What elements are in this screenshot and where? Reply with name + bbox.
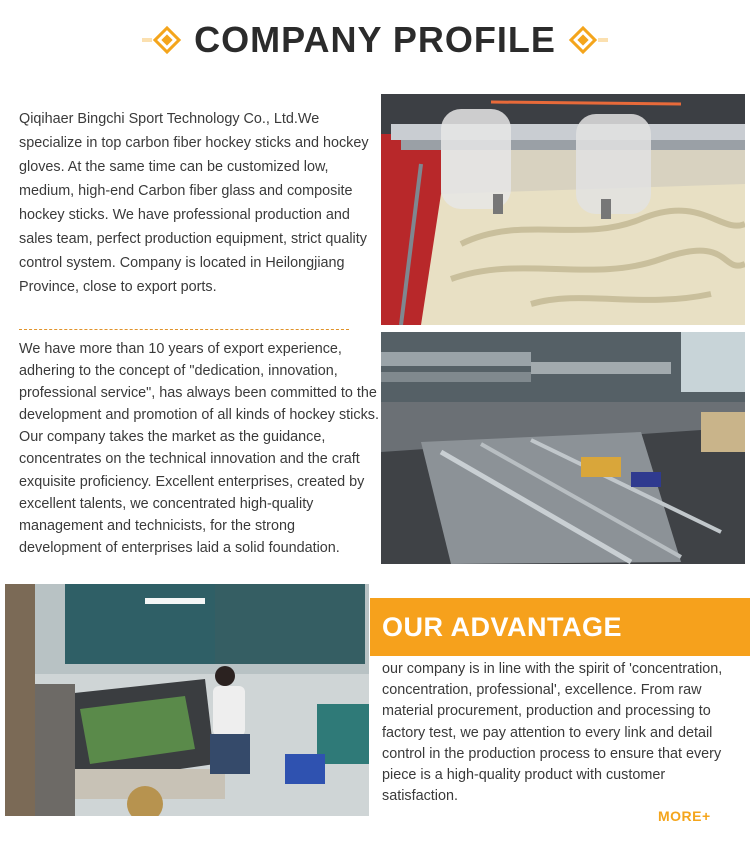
experience-paragraph: We have more than 10 years of export experience, adhering to the concept of "dedication, innovation, professional service", has always been committed to the development and promotion of all kinds of hockey sticks. Our company takes the market as the guidance, concentrates on the technical innovation and the craft exquisite proficiency. Excellent enterprises, created by excellent talents, we concentrated high-quality management and technicists, for the strong development of enterprises laid a solid foundation. (19, 341, 379, 556)
diamond-right-icon (566, 23, 600, 57)
workshop-worker-photo (5, 584, 369, 816)
advantage-paragraph: our company is in line with the spirit of 'concentration, concentration, professional', excellence. From raw material procurement, production and processing to factory test, we pay attention to every link and detail control in the production process to ensure that every piece is a high-quality product with customer satisfaction. (382, 661, 723, 805)
advantage-banner (370, 598, 750, 656)
page-header (0, 14, 750, 66)
dashed-divider (19, 329, 349, 330)
diamond-left-icon (150, 23, 184, 57)
intro-paragraph: Qiqihaer Bingchi Sport Technology Co., Ltd.We specialize in top carbon fiber hockey sticks and hockey gloves. At the same time can be customized low, medium, high-end Carbon fiber glass and composite hockey sticks. We have professional production and sales team, perfect production equipment, strict quality control system. Company is located in Heilongjiang Province, close to export ports. (19, 111, 369, 295)
advantage-title: OUR ADVANTAGE (382, 612, 622, 642)
more-link[interactable]: MORE+ (658, 808, 711, 824)
page-title: COMPANY PROFILE (194, 19, 556, 60)
cnc-machine-photo (381, 94, 745, 325)
molding-press-photo (381, 332, 745, 564)
